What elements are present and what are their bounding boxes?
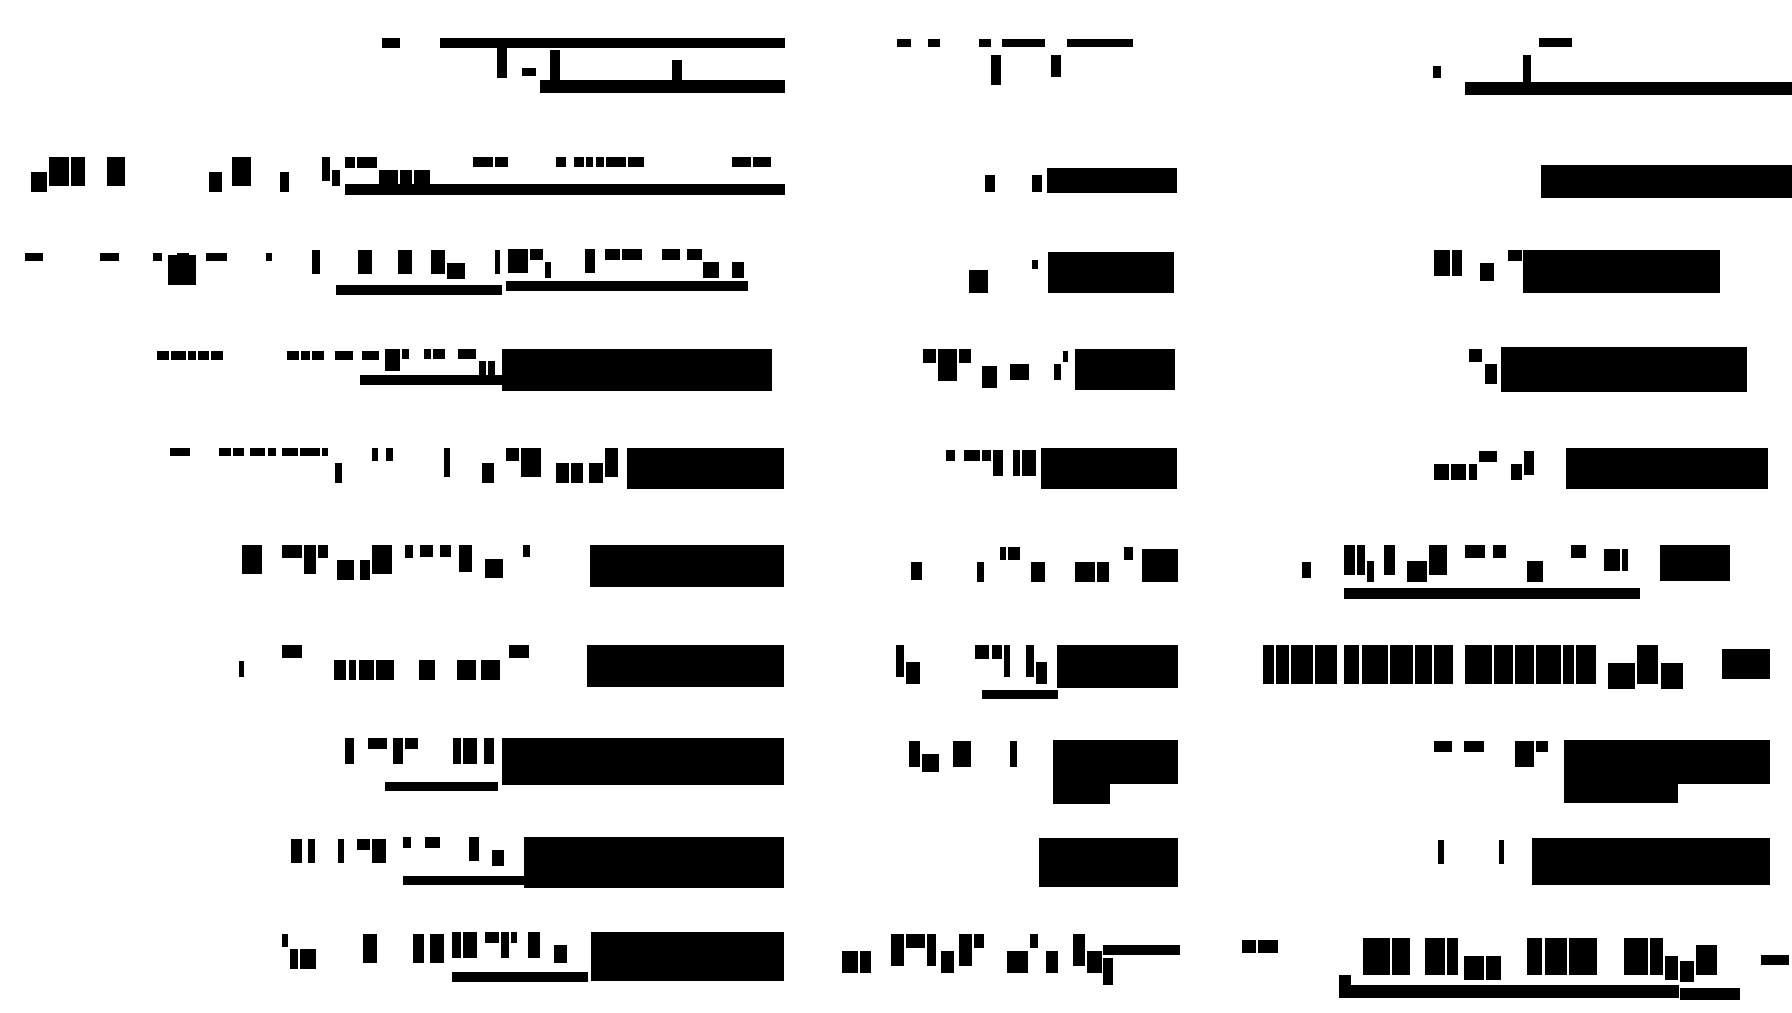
link-text-fragment[interactable] [452,932,592,964]
solid-block [1057,645,1178,688]
text-fragment [923,349,1005,389]
solid-block [979,39,991,47]
text-fragment [1438,840,1504,870]
text-fragment [1680,945,1738,983]
link-text-fragment[interactable] [1363,938,1678,982]
solid-block [1523,55,1531,82]
link-text-fragment[interactable] [403,837,524,867]
text-fragment [440,157,785,181]
solid-block [1053,740,1178,784]
link-underline[interactable] [1465,82,1792,95]
solid-block [590,545,784,587]
solid-block [524,837,784,888]
text-fragment [233,545,413,581]
text-fragment [291,839,403,869]
solid-block [502,738,784,785]
solid-block [1501,347,1747,392]
solid-block [1566,448,1768,489]
text-fragment [1242,940,1292,976]
solid-block [1032,175,1042,192]
solid-block [1048,252,1174,293]
link-underline[interactable] [336,285,502,295]
text-fragment [282,934,444,970]
solid-block [591,932,784,981]
solid-block [1142,549,1178,582]
solid-block [1564,740,1770,784]
solid-block [1541,165,1792,198]
text-fragment [206,648,244,678]
solid-block [1761,955,1789,965]
solid-block [991,55,1001,85]
solid-block [627,448,784,489]
text-fragment [842,934,1102,974]
solid-block [1041,448,1177,489]
solid-block [1103,958,1113,985]
solid-block [522,68,536,76]
text-fragment [300,157,430,187]
solid-block [928,39,940,47]
text-fragment [1434,451,1534,481]
solid-block [587,645,784,687]
link-underline[interactable] [1680,988,1740,1000]
solid-block [1047,168,1177,193]
solid-block [1103,945,1180,955]
solid-block [1660,545,1730,581]
text-fragment [1263,645,1715,691]
link-text-fragment[interactable] [508,249,744,279]
text-fragment [977,547,1140,583]
text-fragment [896,549,922,581]
text-fragment [1434,250,1522,282]
text-fragment [932,252,988,294]
text-fragment [946,450,1038,482]
solid-block [1053,784,1110,804]
text-fragment [157,351,379,373]
text-fragment [420,545,588,579]
link-underline[interactable] [982,690,1058,699]
text-fragment [170,448,328,462]
solid-block [502,349,772,391]
text-fragment [31,157,296,193]
text-fragment [1604,549,1646,577]
solid-block [382,38,400,48]
text-fragment [1434,741,1552,773]
text-fragment [909,741,1019,773]
link-underline[interactable] [1344,588,1640,599]
text-fragment [1443,349,1501,385]
link-underline[interactable] [403,876,524,885]
text-fragment [25,253,303,269]
link-underline[interactable] [540,80,785,93]
solid-block [1051,55,1061,77]
solid-block [1532,838,1770,885]
solid-block [1067,39,1133,47]
solid-block [1433,66,1441,78]
solid-block [1722,649,1770,679]
solid-block [550,50,560,82]
solid-block [672,60,682,80]
solid-block [1075,349,1175,390]
solid-block [168,255,196,285]
solid-block [1039,838,1178,887]
text-fragment [282,645,557,681]
text-fragment [335,448,627,484]
solid-block [897,39,911,47]
solid-block [985,175,995,192]
link-text-fragment[interactable] [1344,545,1586,583]
link-underline[interactable] [385,782,498,791]
link-text-fragment[interactable] [345,738,502,770]
solid-block [1564,784,1678,803]
text-fragment [282,740,324,770]
link-underline[interactable] [360,375,502,385]
solid-block [1539,38,1572,47]
solid-block [1002,39,1045,47]
text-fragment [996,260,1038,286]
link-text-fragment[interactable] [385,349,502,377]
link-underline[interactable] [452,972,588,982]
text-fragment [954,840,1032,874]
text-fragment [1010,351,1068,381]
link-underline[interactable] [506,281,748,291]
link-underline[interactable] [345,184,785,195]
text-fragment [896,645,1054,685]
text-fragment [1277,549,1319,579]
solid-block [1523,250,1720,293]
link-underline[interactable] [1339,985,1679,998]
solid-block [497,48,507,78]
text-fragment [1457,165,1541,198]
link-text-fragment[interactable] [312,250,500,280]
solid-block [440,38,785,48]
